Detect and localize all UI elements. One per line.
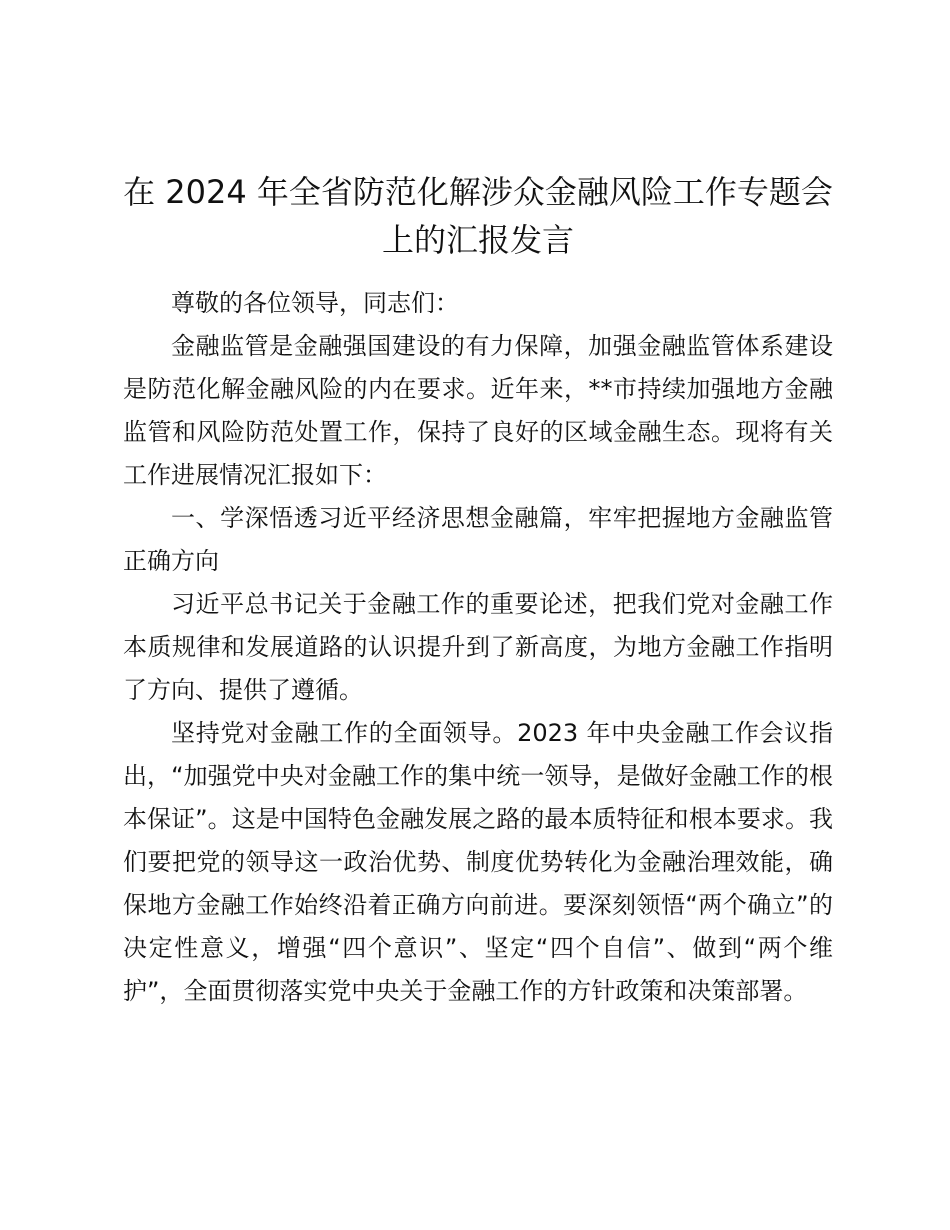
- document-body: [123, 282, 833, 1013]
- intro-paragraph: 金融监管是金融强国建设的有力保障，加强金融监管体系建设是防范化解金融风险的内在要求。近年来，**市持续加强地方金融监管和风险防范处置工作，保持了良好的区域金融生态。现将有关工作进展情况汇报如下：: [123, 332, 833, 489]
- document-title: 在 2024 年全省防范化解涉众金融风险工作专题会上的汇报发言: [123, 173, 833, 259]
- body-paragraph: 习近平总书记关于金融工作的重要论述，把我们党对金融工作本质规律和发展道路的认识提升到了新高度，为地方金融工作指明了方向、提供了遵循。: [123, 590, 833, 704]
- salutation: 尊敬的各位领导，同志们：: [171, 289, 459, 317]
- document-page: [123, 0, 833, 1230]
- body-paragraph: 坚持党对金融工作的全面领导。2023 年中央金融工作会议指出，“加强党中央对金融工作的集中统一领导，是做好金融工作的根本保证”。这是中国特色金融发展之路的最本质特征和根本要求。我们要把党的领导这一政治优势、制度优势转化为金融治理效能，确保地方金融工作始终沿着正确方向前进。要深刻领悟“两个确立”的决定性意义，增强“四个意识”、坚定“四个自信”、做到“两个维护”，全面贯彻落实党中央关于金融工作的方针政策和决策部署。: [123, 719, 833, 1005]
- section-heading-1: 一、学深悟透习近平经济思想金融篇，牢牢把握地方金融监管正确方向: [123, 504, 833, 575]
